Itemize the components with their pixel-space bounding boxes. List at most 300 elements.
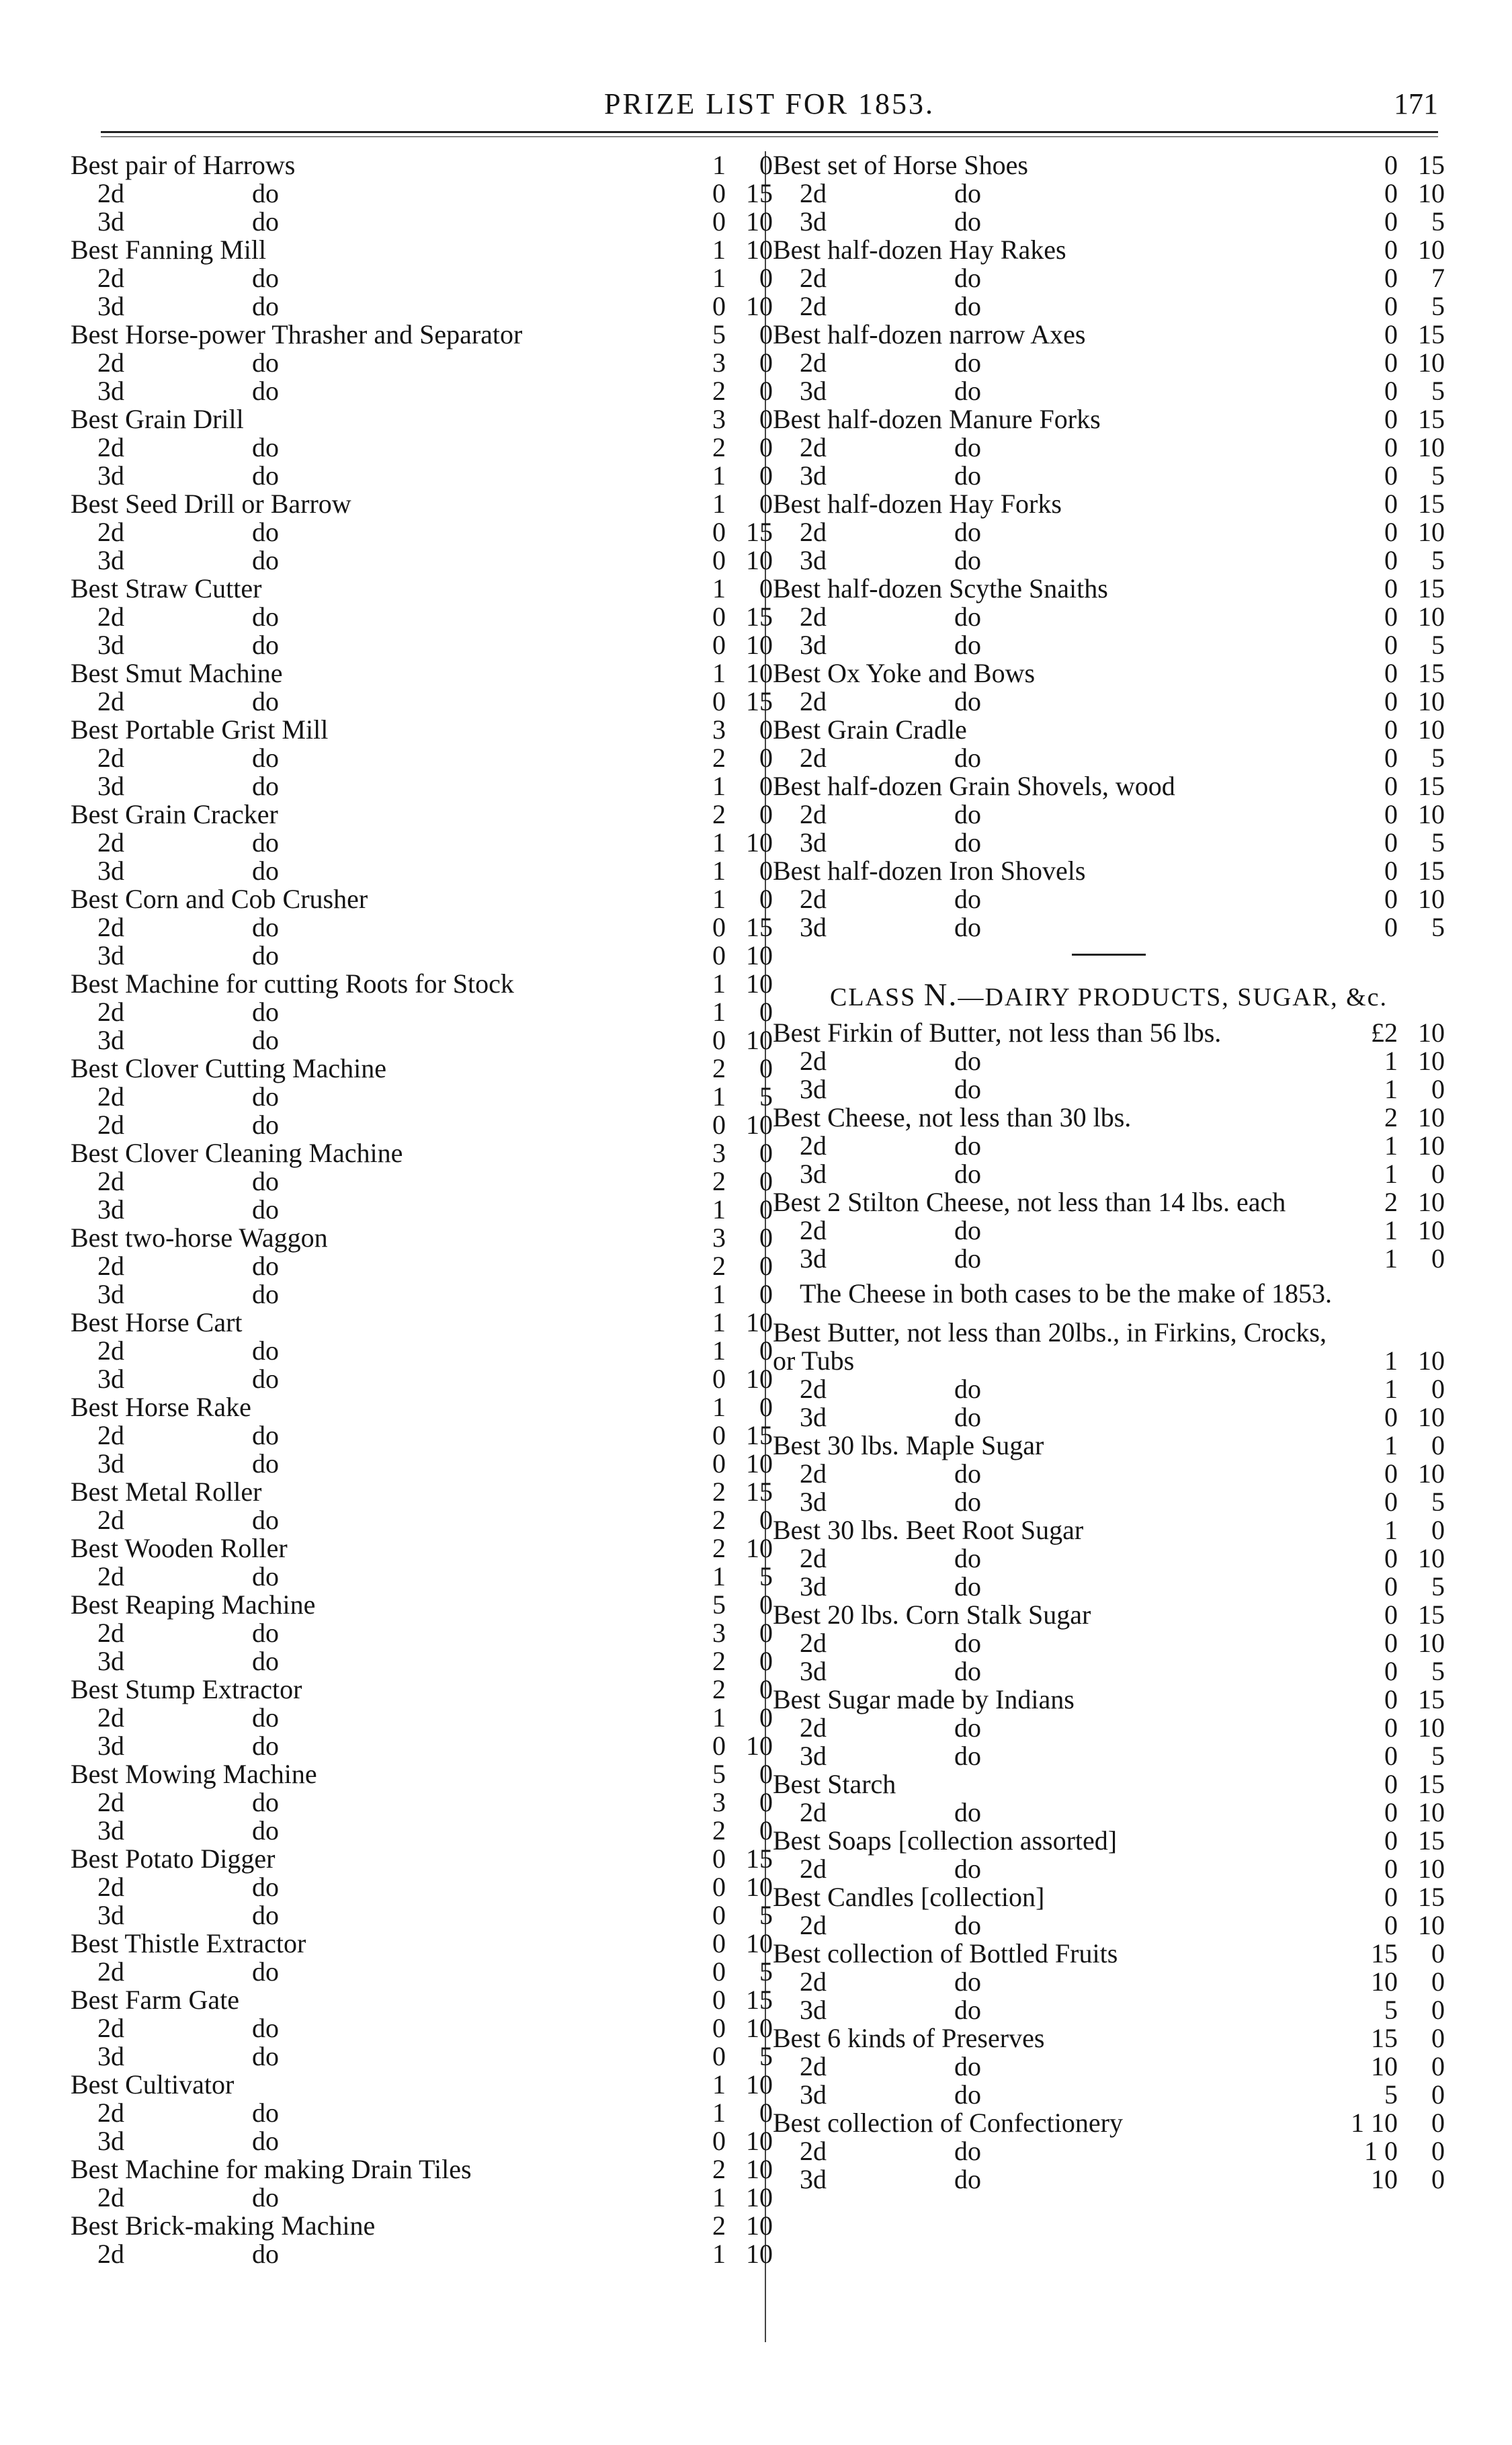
prize-label: 3d: [800, 1159, 827, 1189]
prize-amount-b: 5: [759, 1956, 773, 1987]
prize-amount-b: 0: [1431, 1430, 1445, 1460]
prize-amount-a: 0: [1384, 404, 1398, 434]
prize-amount-b: 10: [746, 1872, 773, 1902]
ditto-label: do: [252, 1787, 279, 1817]
prize-amount-b: 10: [1418, 432, 1445, 462]
prize-row: [71, 1224, 773, 1252]
header-rule-thin: [101, 136, 1438, 137]
prize-label: 2d: [97, 686, 124, 716]
prize-amount-b: 0: [759, 1646, 773, 1676]
prize-amount-b: 10: [1418, 799, 1445, 829]
prize-amount-a: 0: [1384, 1487, 1398, 1517]
ditto-label: do: [252, 1956, 279, 1987]
prize-amount-a: 0: [712, 1928, 726, 1958]
prize-amount-a: 0: [712, 1843, 726, 1874]
prize-row: [71, 377, 773, 405]
prize-row: [71, 772, 773, 800]
ditto-label: do: [252, 1731, 279, 1761]
prize-amount-a: 1: [712, 997, 726, 1027]
prize-row: [71, 1901, 773, 1930]
prize-row: [71, 716, 773, 744]
prize-label: 3d: [800, 460, 827, 491]
prize-amount-b: 5: [1431, 1656, 1445, 1686]
prize-row: [773, 1629, 1445, 1657]
prize-amount-b: 0: [759, 1251, 773, 1281]
prize-row: [773, 829, 1445, 857]
page-number: 171: [1394, 87, 1438, 120]
prize-amount-a: 1: [712, 460, 726, 491]
prize-amount-b: 0: [759, 1138, 773, 1168]
ditto-label: do: [954, 1995, 981, 2025]
prize-amount-b: 10: [746, 235, 773, 265]
prize-amount-a: 2: [712, 1251, 726, 1281]
prize-amount-b: 5: [1431, 376, 1445, 406]
prize-label: Best Grain Drill: [71, 404, 244, 434]
prize-amount-a: 0: [712, 1900, 726, 1930]
prize-label: 3d: [97, 771, 124, 801]
prize-amount-a: 0: [1384, 602, 1398, 632]
prize-amount-a: 1: [1384, 1046, 1398, 1076]
prize-amount-b: 15: [1418, 319, 1445, 349]
prize-row: [773, 688, 1445, 716]
prize-amount-b: 15: [746, 1477, 773, 1507]
prize-amount-b: 0: [759, 347, 773, 378]
prize-amount-b: 10: [1418, 1215, 1445, 1245]
prize-amount-b: 0: [759, 1589, 773, 1620]
prize-amount-a: 15: [1371, 1938, 1398, 1969]
ditto-label: do: [252, 743, 279, 773]
prize-amount-a: 1 0: [1364, 2136, 1398, 2166]
prize-row: [71, 857, 773, 885]
prize-label: Best half-dozen narrow Axes: [773, 319, 1086, 349]
prize-label: 2d: [800, 1215, 827, 1245]
ditto-label: do: [954, 1910, 981, 1940]
ditto-label: do: [252, 1110, 279, 1140]
ditto-label: do: [954, 1074, 981, 1104]
prize-amount-b: 10: [746, 2126, 773, 2156]
ditto-label: do: [954, 432, 981, 462]
prize-amount-b: 0: [1431, 1995, 1445, 2025]
prize-amount-b: 10: [1418, 602, 1445, 632]
prize-row: [773, 1460, 1445, 1488]
ditto-label: do: [252, 376, 279, 406]
prize-amount-b: 0: [759, 884, 773, 914]
prize-label: 2d: [97, 1561, 124, 1591]
prize-amount-b: 5: [1431, 1571, 1445, 1602]
prize-row: [773, 1047, 1445, 1075]
prize-amount-b: 5: [1431, 630, 1445, 660]
prize-label: Best half-dozen Grain Shovels, wood: [773, 771, 1175, 801]
prize-row: [71, 1450, 773, 1478]
prize-label: 2d: [800, 517, 827, 547]
prize-row: [773, 2024, 1445, 2053]
prize-row: [773, 2137, 1445, 2165]
prize-label: 2d: [800, 347, 827, 378]
prize-row: [71, 151, 773, 179]
prize-label: Best Wooden Roller: [71, 1533, 288, 1563]
ditto-label: do: [954, 799, 981, 829]
prize-amount-b: 0: [759, 856, 773, 886]
prize-row: [773, 264, 1445, 292]
prize-amount-a: 1: [712, 2098, 726, 2128]
prize-row: [773, 1403, 1445, 1432]
prize-row: [71, 913, 773, 942]
ditto-label: do: [252, 2126, 279, 2156]
prize-amount-a: 0: [1384, 376, 1398, 406]
ditto-label: do: [954, 517, 981, 547]
prize-row: [773, 772, 1445, 800]
prize-label: Best Grain Cradle: [773, 714, 967, 745]
prize-label: 3d: [97, 2041, 124, 2071]
prize-label: 3d: [97, 856, 124, 886]
ditto-label: do: [954, 912, 981, 942]
prize-row: [71, 1930, 773, 1958]
prize-amount-a: 1: [712, 856, 726, 886]
ditto-label: do: [954, 1543, 981, 1573]
prize-amount-b: 7: [1431, 263, 1445, 293]
ditto-label: do: [252, 1081, 279, 1112]
prize-amount-b: 0: [759, 432, 773, 462]
prize-amount-b: 15: [1418, 1600, 1445, 1630]
prize-amount-a: 2: [712, 1674, 726, 1704]
prize-amount-b: 10: [1418, 1543, 1445, 1573]
prize-amount-a: 5: [712, 1759, 726, 1789]
prize-row: [71, 1534, 773, 1563]
ditto-label: do: [954, 2136, 981, 2166]
prize-amount-b: 0: [759, 1618, 773, 1648]
prize-amount-a: 0: [1384, 1741, 1398, 1771]
ditto-label: do: [954, 206, 981, 237]
prize-label: Best Seed Drill or Barrow: [71, 489, 351, 519]
prize-amount-a: 1: [712, 235, 726, 265]
prize-amount-a: 0: [1384, 1402, 1398, 1432]
prize-amount-a: 1: [712, 2239, 726, 2269]
prize-row: [773, 1375, 1445, 1403]
prize-row: [773, 321, 1445, 349]
prize-row: [71, 1026, 773, 1054]
prize-amount-a: 0: [712, 1110, 726, 1140]
prize-amount-a: 0: [1384, 743, 1398, 773]
prize-label: 2d: [800, 1797, 827, 1827]
prize-amount-a: 1: [712, 1335, 726, 1366]
prize-label: 2d: [97, 1872, 124, 1902]
prize-label: 3d: [800, 376, 827, 406]
prize-amount-a: 0: [712, 2126, 726, 2156]
prize-amount-a: 0: [712, 1448, 726, 1479]
prize-amount-a: 1 10: [1351, 2108, 1398, 2138]
tools-list: [773, 151, 1445, 942]
prize-row: [71, 659, 773, 688]
prize-amount-b: 10: [1418, 686, 1445, 716]
prize-label: 3d: [97, 940, 124, 970]
prize-amount-a: 0: [712, 178, 726, 208]
ditto-label: do: [252, 1335, 279, 1366]
prize-row: [71, 518, 773, 546]
ditto-label: do: [252, 178, 279, 208]
prize-amount-b: 15: [746, 178, 773, 208]
ditto-label: do: [954, 1628, 981, 1658]
prize-amount-a: 1: [712, 2069, 726, 2100]
prize-row: [71, 1421, 773, 1450]
prize-row: [773, 1573, 1445, 1601]
prize-row: [773, 349, 1445, 377]
ditto-label: do: [954, 2079, 981, 2110]
prize-amount-b: 5: [1431, 743, 1445, 773]
prize-label: Best Ox Yoke and Bows: [773, 658, 1036, 688]
prize-row: [71, 688, 773, 716]
prize-row: [71, 208, 773, 236]
prize-row: [71, 179, 773, 208]
prize-row: [71, 1591, 773, 1619]
ditto-label: do: [954, 1797, 981, 1827]
prize-label: Best Smut Machine: [71, 658, 283, 688]
prize-amount-b: 10: [746, 1533, 773, 1563]
prize-row: [773, 1601, 1445, 1629]
prize-amount-a: 0: [1384, 1458, 1398, 1489]
prize-amount-a: 1: [712, 1279, 726, 1309]
prize-amount-a: 0: [1384, 263, 1398, 293]
prize-row: [71, 1280, 773, 1309]
prize-amount-a: 2: [712, 1815, 726, 1846]
prize-row: [71, 1760, 773, 1788]
prize-amount-b: 5: [1431, 460, 1445, 491]
prize-label: Best collection of Confectionery: [773, 2108, 1123, 2138]
ditto-label: do: [954, 1215, 981, 1245]
prize-label: Best Starch: [773, 1769, 896, 1799]
prize-amount-b: 0: [1431, 1938, 1445, 1969]
prize-amount-b: 10: [1418, 1187, 1445, 1217]
prize-amount-b: 5: [1431, 545, 1445, 575]
prize-amount-a: 1: [1384, 1074, 1398, 1104]
prize-amount-a: 0: [712, 940, 726, 970]
prize-amount-b: 0: [1431, 2164, 1445, 2194]
prize-row: [773, 1968, 1445, 1996]
prize-amount-b: 0: [759, 1392, 773, 1422]
prize-label: 3d: [97, 1900, 124, 1930]
prize-amount-b: 10: [746, 545, 773, 575]
ditto-label: do: [252, 460, 279, 491]
prize-amount-a: 2: [1384, 1102, 1398, 1132]
prize-amount-b: 0: [1431, 1074, 1445, 1104]
prize-label: 2d: [800, 602, 827, 632]
prize-amount-b: 10: [746, 940, 773, 970]
ditto-label: do: [252, 1900, 279, 1930]
prize-label: 3d: [97, 1646, 124, 1676]
prize-label: Best Thistle Extractor: [71, 1928, 306, 1958]
prize-amount-b: 10: [1418, 1628, 1445, 1658]
prize-amount-a: 0: [1384, 912, 1398, 942]
prize-label: 2d: [800, 178, 827, 208]
prize-amount-a: 0: [1384, 489, 1398, 519]
prize-label: 3d: [97, 291, 124, 321]
prize-label: Best half-dozen Hay Forks: [773, 489, 1062, 519]
prize-row: [71, 405, 773, 433]
ditto-label: do: [252, 630, 279, 660]
ditto-label: do: [252, 2041, 279, 2071]
prize-amount-b: 10: [746, 968, 773, 999]
prize-amount-a: 2: [712, 1166, 726, 1196]
prize-amount-b: 0: [759, 1787, 773, 1817]
prize-amount-a: 0: [1384, 1543, 1398, 1573]
prize-amount-a: 0: [712, 630, 726, 660]
prize-label: 2d: [800, 686, 827, 716]
prize-row: [71, 1675, 773, 1704]
dairy-list-2: [773, 1375, 1445, 2194]
prize-label: Best Straw Cutter: [71, 573, 262, 604]
prize-row: [773, 377, 1445, 405]
prize-label: 3d: [800, 2079, 827, 2110]
prize-amount-b: 15: [1418, 573, 1445, 604]
prize-amount-a: 0: [1384, 319, 1398, 349]
ditto-label: do: [954, 1458, 981, 1489]
prize-row: [773, 1160, 1445, 1188]
prize-amount-b: 10: [746, 827, 773, 858]
prize-label: 2d: [97, 178, 124, 208]
prize-amount-b: 15: [1418, 856, 1445, 886]
prize-label: Best 6 kinds of Preserves: [773, 2023, 1045, 2053]
prize-amount-a: 0: [1384, 573, 1398, 604]
prize-amount-a: 0: [712, 1956, 726, 1987]
prize-row: [71, 998, 773, 1026]
prize-label: 3d: [97, 206, 124, 237]
prize-amount-a: 1: [712, 2182, 726, 2212]
prize-row: [773, 1827, 1445, 1855]
prize-amount-a: 0: [1384, 856, 1398, 886]
prize-label: 2d: [97, 997, 124, 1027]
prize-label: 2d: [97, 743, 124, 773]
prize-amount-b: 0: [759, 1815, 773, 1846]
prize-label: 2d: [800, 1458, 827, 1489]
prize-amount-b: 0: [759, 404, 773, 434]
prize-amount-a: 1: [1384, 1374, 1398, 1404]
prize-amount-a: 0: [1384, 630, 1398, 660]
prize-row: [773, 1911, 1445, 1940]
prize-amount-a: 10: [1371, 2051, 1398, 2081]
ditto-label: do: [954, 291, 981, 321]
prize-label: 3d: [97, 1025, 124, 1055]
prize-amount-b: 10: [746, 1110, 773, 1140]
prize-amount-b: 5: [1431, 291, 1445, 321]
prize-label: 3d: [97, 2126, 124, 2156]
prize-label: 3d: [97, 1364, 124, 1394]
prize-row: [71, 2071, 773, 2099]
prize-label: Best Stump Extractor: [71, 1674, 302, 1704]
left-column: [71, 151, 773, 2268]
prize-amount-a: 0: [712, 1025, 726, 1055]
prize-amount-a: 0: [712, 686, 726, 716]
prize-amount-a: 0: [712, 912, 726, 942]
prize-amount-a: 0: [712, 1872, 726, 1902]
prize-amount-b: 10: [746, 206, 773, 237]
prize-row: [773, 236, 1445, 264]
prize-amount-b: 10: [746, 630, 773, 660]
prize-label: Best Farm Gate: [71, 1985, 240, 2015]
prize-row: [773, 2053, 1445, 2081]
prize-label: Best half-dozen Scythe Snaiths: [773, 573, 1108, 604]
prize-row: [71, 885, 773, 913]
ditto-label: do: [252, 347, 279, 378]
prize-amount-a: 1: [712, 573, 726, 604]
prize-label: 2d: [800, 1374, 827, 1404]
prize-amount-b: 10: [1418, 1345, 1445, 1376]
prize-amount-b: 10: [746, 1307, 773, 1337]
prize-amount-b: 0: [759, 1279, 773, 1309]
ditto-label: do: [252, 1815, 279, 1846]
prize-amount-a: 10: [1371, 1966, 1398, 1997]
prize-label: 2d: [97, 1702, 124, 1733]
prize-label: 2d: [97, 263, 124, 293]
prize-label: 3d: [97, 460, 124, 491]
prize-amount-a: 1: [712, 1702, 726, 1733]
prize-label: 3d: [800, 1571, 827, 1602]
prize-amount-a: 3: [712, 1138, 726, 1168]
prize-amount-a: 1: [1384, 1430, 1398, 1460]
prize-row: [71, 800, 773, 829]
prize-label: 3d: [800, 1656, 827, 1686]
prize-amount-a: 0: [1384, 1769, 1398, 1799]
prize-amount-b: 10: [1418, 1402, 1445, 1432]
ditto-label: do: [252, 1279, 279, 1309]
prize-amount-b: 10: [1418, 714, 1445, 745]
prize-label: 2d: [97, 2239, 124, 2269]
prize-row: [71, 2127, 773, 2155]
prize-label: Best collection of Bottled Fruits: [773, 1938, 1118, 1969]
ditto-label: do: [954, 1656, 981, 1686]
prize-amount-b: 10: [746, 2013, 773, 2043]
prize-amount-a: 1: [712, 658, 726, 688]
prize-label: 2d: [800, 1130, 827, 1161]
prize-amount-a: 15: [1371, 2023, 1398, 2053]
prize-row: [773, 1940, 1445, 1968]
prize-amount-a: 3: [712, 1222, 726, 1253]
prize-amount-b: 15: [1418, 1684, 1445, 1714]
prize-amount-a: 0: [712, 1420, 726, 1450]
prize-amount-a: 3: [712, 1618, 726, 1648]
prize-amount-a: 0: [712, 2041, 726, 2071]
prize-amount-a: 10: [1371, 2164, 1398, 2194]
prize-amount-a: 5: [712, 319, 726, 349]
prize-amount-a: 0: [1384, 545, 1398, 575]
ditto-label: do: [252, 517, 279, 547]
prize-row: [773, 546, 1445, 575]
prize-amount-a: 1: [712, 489, 726, 519]
prize-amount-a: 1: [712, 1392, 726, 1422]
prize-amount-a: 1: [1384, 1515, 1398, 1545]
prize-label: 2d: [97, 1166, 124, 1196]
prize-label: 2d: [97, 1081, 124, 1112]
prize-row: [773, 151, 1445, 179]
prize-amount-a: 1: [712, 827, 726, 858]
ditto-label: do: [252, 2182, 279, 2212]
prize-amount-b: 10: [1418, 1458, 1445, 1489]
prize-amount-b: 15: [1418, 1769, 1445, 1799]
ditto-label: do: [954, 2051, 981, 2081]
prize-amount-a: 2: [712, 1477, 726, 1507]
prize-amount-b: 0: [759, 997, 773, 1027]
prize-row: [773, 1883, 1445, 1911]
prize-row: [71, 349, 773, 377]
prize-row: [773, 518, 1445, 546]
prize-row: [773, 462, 1445, 490]
prize-label: Best half-dozen Iron Shovels: [773, 856, 1086, 886]
prize-label: Best Machine for cutting Roots for Stock: [71, 968, 514, 999]
prize-label: 3d: [800, 206, 827, 237]
ditto-label: do: [252, 206, 279, 237]
ditto-label: do: [954, 743, 981, 773]
prize-row: [773, 1075, 1445, 1104]
prize-label: Best half-dozen Hay Rakes: [773, 235, 1066, 265]
prize-row: [71, 433, 773, 462]
